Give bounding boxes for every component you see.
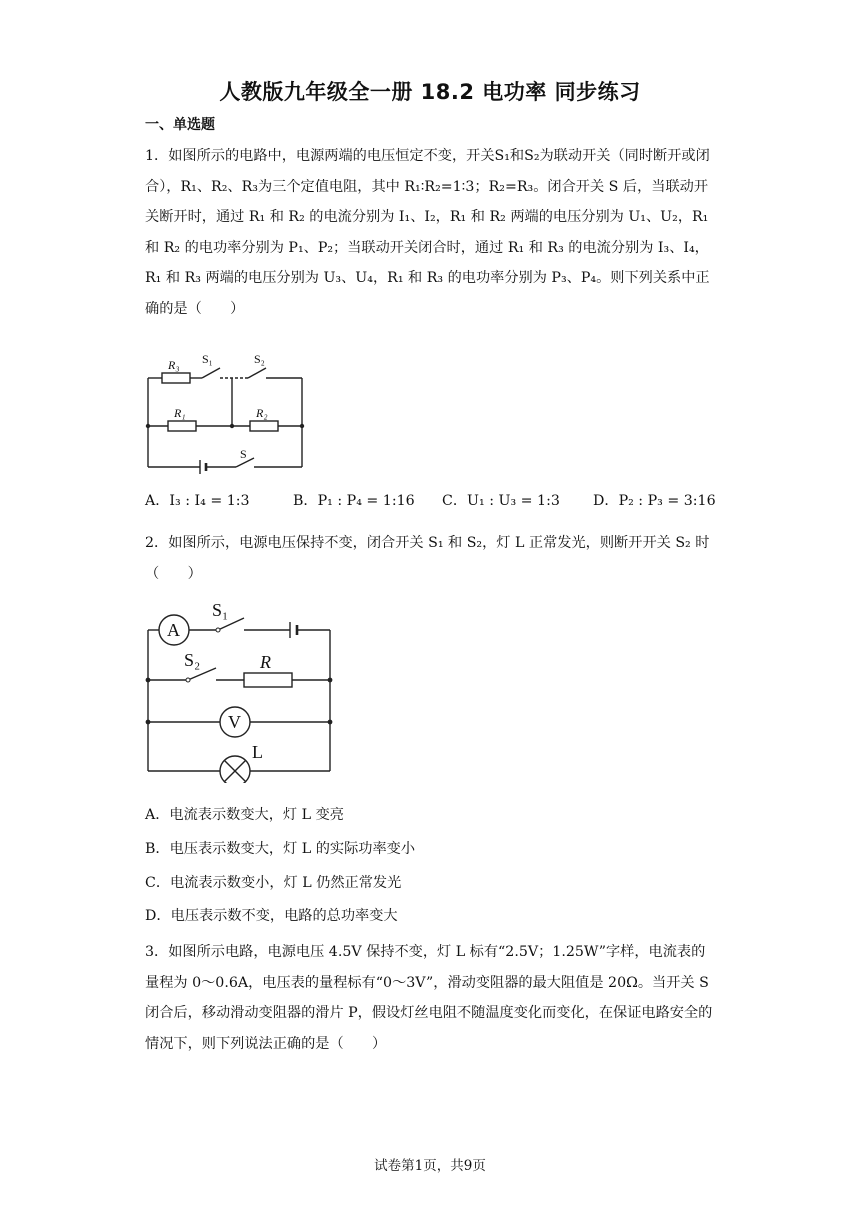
label-s2: S₂ xyxy=(254,352,265,366)
question-1-options xyxy=(145,490,745,516)
voltmeter-symbol: V xyxy=(228,712,241,732)
label-r1: R₁ xyxy=(174,406,186,420)
q1-option-a[interactable]: A．I₃ : I₄ = 1:3 xyxy=(145,493,250,509)
q1-option-d[interactable]: D．P₂ : P₃ = 3:16 xyxy=(593,493,716,509)
label-s1: S₁ xyxy=(202,352,213,366)
q1-option-c[interactable]: C．U₁ : U₃ = 1:3 xyxy=(442,493,560,509)
ammeter-symbol: A xyxy=(167,620,180,640)
question-2-circuit-diagram xyxy=(140,598,340,783)
q1-option-b[interactable]: B．P₁ : P₄ = 1:16 xyxy=(293,493,415,509)
question-1-text: 1．如图所示的电路中，电源两端的电压恒定不变，开关S₁和S₂为联动开关（同时断开或闭合），R₁、R₂、R₃为三个定值电阻，其中 R₁∶R₂=1∶3；R₂=R₃。闭合开关 S 后，当联动开关断开时，通过 R₁ 和 R₂ 的电流分别为 I₁、I₂，R₁ 和 R₂ 两端的电压分别为 U₁、U₂，R₁ 和 R₂ 的电功率分别为 P₁、P₂；当联动开关闭合时，通过 R₁ 和 R₃ 的电流分别为 I₃、I₄，R₁ 和 R₃ 两端的电压分别为 U₃、U₄，R₁ 和 R₃ 的电功率分别为 P₃、P₄。则下列关系中正确的是（ ） xyxy=(145,148,710,317)
question-3-text: 3．如图所示电路，电源电压 4.5V 保持不变，灯 L 标有“2.5V；1.25W”字样，电流表的量程为 0～0.6A，电压表的量程标有“0～3V”，滑动变阻器的最大阻值是 20Ω。当开关 S 闭合后，移动滑动变阻器的滑片 P，假设灯丝电阻不随温度变化而变化，在保证电路安全的情况下，则下列说法正确的是（ ） xyxy=(145,944,713,1052)
q2-option-d[interactable]: D．电压表示数不变，电路的总功率变大 xyxy=(145,908,398,924)
q2-option-b[interactable]: B．电压表示数变大，灯 L 的实际功率变小 xyxy=(145,841,416,857)
page-title: 人教版九年级全一册 18.2 电功率 同步练习 xyxy=(219,80,641,104)
question-1-circuit-diagram xyxy=(140,350,315,475)
label-s1: S₁ xyxy=(212,600,229,620)
label-r: R xyxy=(260,652,271,672)
label-lamp: L xyxy=(252,742,263,762)
label-s2: S₂ xyxy=(184,650,201,670)
page-footer: 试卷第1页，共9页 xyxy=(374,1158,486,1174)
section-heading: 一、单选题 xyxy=(145,117,215,133)
question-2-text: 2．如图所示，电源电压保持不变，闭合开关 S₁ 和 S₂，灯 L 正常发光，则断开开关 S₂ 时（ ） xyxy=(145,535,710,582)
label-r2: R₂ xyxy=(256,406,268,420)
q2-option-c[interactable]: C．电流表示数变小，灯 L 仍然正常发光 xyxy=(145,875,402,891)
label-r3: R₃ xyxy=(168,358,180,372)
label-s: S xyxy=(240,447,247,461)
q2-option-a[interactable]: A．电流表示数变大，灯 L 变亮 xyxy=(145,807,344,823)
